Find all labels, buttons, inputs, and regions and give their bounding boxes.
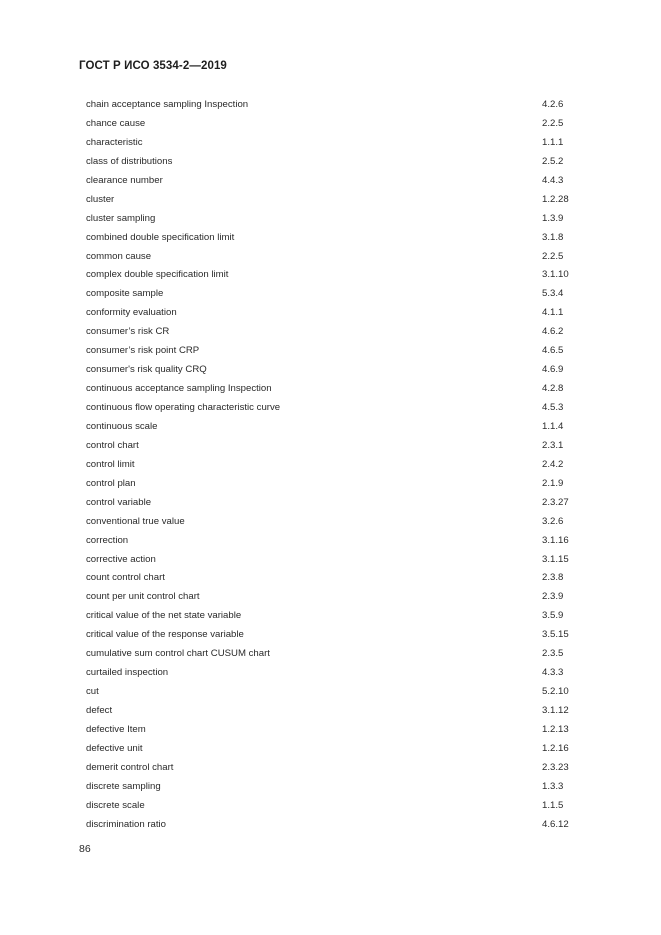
index-term: continuous acceptance sampling Inspection: [86, 383, 272, 395]
index-entry: [0, 626, 661, 645]
index-reference: 4.3.3: [542, 667, 564, 679]
index-entry: [0, 607, 661, 626]
index-reference: 1.2.13: [542, 723, 569, 735]
index-term: demerit control chart: [86, 761, 174, 773]
index-reference: 2.3.27: [542, 496, 569, 508]
index-term: correction: [86, 534, 129, 546]
index-entry: [0, 304, 661, 323]
index-reference: 3.1.15: [542, 553, 569, 565]
index-reference: 1.1.4: [542, 420, 564, 432]
index-reference: 4.2.6: [542, 99, 564, 110]
index-term: cluster sampling: [86, 212, 156, 224]
index-entry: [0, 740, 661, 759]
index-reference: 4.6.2: [542, 326, 564, 338]
index-reference: 3.5.15: [542, 629, 569, 641]
index-list: [0, 96, 661, 835]
index-term: defective unit: [86, 742, 143, 754]
index-entry: [0, 361, 661, 380]
index-entry: [0, 172, 661, 191]
index-term: control plan: [86, 477, 136, 489]
index-reference: 1.3.9: [542, 212, 564, 224]
index-reference: 2.2.5: [542, 117, 564, 129]
index-term: chance cause: [86, 117, 146, 129]
index-entry: [0, 96, 661, 115]
index-entry: [0, 229, 661, 248]
index-reference: 1.1.1: [542, 136, 564, 148]
index-entry: [0, 588, 661, 607]
index-term: conformity evaluation: [86, 307, 177, 319]
index-entry: [0, 532, 661, 551]
index-reference: 2.4.2: [542, 458, 564, 470]
index-entry: [0, 702, 661, 721]
index-reference: 4.5.3: [542, 402, 564, 413]
index-entry: [0, 342, 661, 361]
index-term: count per unit control chart: [86, 591, 200, 603]
index-reference: 1.2.28: [542, 193, 569, 205]
index-reference: 2.3.5: [542, 648, 564, 660]
index-term: cumulative sum control chart CUSUM chart: [86, 648, 270, 660]
index-term: class of distributions: [86, 155, 173, 167]
index-term: complex double specification limit: [86, 269, 229, 281]
index-reference: 2.1.9: [542, 477, 564, 489]
index-reference: 3.2.6: [542, 515, 564, 527]
index-reference: 2.3.1: [542, 439, 564, 451]
index-term: discrimination ratio: [86, 818, 166, 830]
index-term: combined double specification limit: [86, 231, 235, 243]
index-term: consumer’s risk point CRP: [86, 345, 200, 357]
index-reference: 4.2.8: [542, 383, 564, 395]
index-reference: 1.3.3: [542, 780, 564, 792]
index-term: chain acceptance sampling Inspection: [86, 99, 249, 110]
index-entry: [0, 494, 661, 513]
index-reference: 1.2.16: [542, 742, 569, 754]
index-reference: 2.2.5: [542, 250, 564, 262]
index-entry: [0, 266, 661, 285]
index-entry: [0, 551, 661, 570]
index-reference: 3.1.12: [542, 705, 569, 716]
index-term: critical value of the response variable: [86, 629, 244, 641]
index-reference: 2.3.8: [542, 572, 564, 584]
index-entry: [0, 778, 661, 797]
index-term: count control chart: [86, 572, 165, 584]
index-term: cluster: [86, 193, 115, 205]
index-reference: 4.6.9: [542, 364, 564, 376]
index-reference: 1.1.5: [542, 799, 564, 811]
page-number: 86: [79, 843, 91, 855]
index-reference: 5.3.4: [542, 288, 564, 300]
index-reference: 3.1.16: [542, 534, 569, 546]
index-reference: 4.4.3: [542, 174, 564, 186]
index-reference: 2.5.2: [542, 155, 564, 167]
index-term: control limit: [86, 458, 135, 470]
index-entry: [0, 399, 661, 418]
page-title: ГОСТ Р ИСО 3534-2—2019: [79, 60, 227, 72]
index-reference: 5.2.10: [542, 686, 569, 698]
index-term: control chart: [86, 439, 139, 451]
index-term: critical value of the net state variable: [86, 610, 242, 622]
index-term: composite sample: [86, 288, 164, 300]
index-term: common cause: [86, 250, 152, 262]
index-term: clearance number: [86, 174, 163, 186]
index-entry: [0, 153, 661, 172]
index-reference: 2.3.9: [542, 591, 564, 603]
index-term: control variable: [86, 496, 152, 508]
index-reference: 4.6.12: [542, 818, 569, 830]
index-term: defective Item: [86, 723, 146, 735]
index-entry: [0, 418, 661, 437]
index-term: corrective action: [86, 553, 156, 565]
index-entry: [0, 210, 661, 229]
index-entry: [0, 475, 661, 494]
index-term: discrete scale: [86, 799, 145, 811]
index-entry: [0, 456, 661, 475]
index-term: discrete sampling: [86, 780, 161, 792]
index-reference: 4.6.5: [542, 345, 564, 357]
index-reference: 3.1.8: [542, 231, 564, 243]
index-entry: [0, 115, 661, 134]
index-reference: 4.1.1: [542, 307, 564, 319]
index-term: curtailed inspection: [86, 667, 169, 679]
index-entry: [0, 721, 661, 740]
index-term: continuous flow operating characteristic curve: [86, 402, 281, 413]
index-reference: 3.1.10: [542, 269, 569, 281]
index-entry: [0, 569, 661, 588]
index-entry: [0, 285, 661, 304]
index-entry: [0, 816, 661, 835]
index-term: conventional true value: [86, 515, 185, 527]
index-term: defect: [86, 705, 113, 716]
index-entry: [0, 759, 661, 778]
index-entry: [0, 437, 661, 456]
index-term: continuous scale: [86, 420, 158, 432]
index-entry: [0, 191, 661, 210]
index-entry: [0, 664, 661, 683]
index-entry: [0, 323, 661, 342]
index-entry: [0, 683, 661, 702]
index-entry: [0, 797, 661, 816]
index-term: cut: [86, 686, 99, 698]
index-term: consumer's risk quality CRQ: [86, 364, 207, 376]
index-entry: [0, 380, 661, 399]
index-entry: [0, 645, 661, 664]
index-term: characteristic: [86, 136, 143, 148]
index-entry: [0, 248, 661, 267]
index-reference: 2.3.23: [542, 761, 569, 773]
index-entry: [0, 134, 661, 153]
index-term: consumer’s risk CR: [86, 326, 170, 338]
index-entry: [0, 513, 661, 532]
index-reference: 3.5.9: [542, 610, 564, 622]
